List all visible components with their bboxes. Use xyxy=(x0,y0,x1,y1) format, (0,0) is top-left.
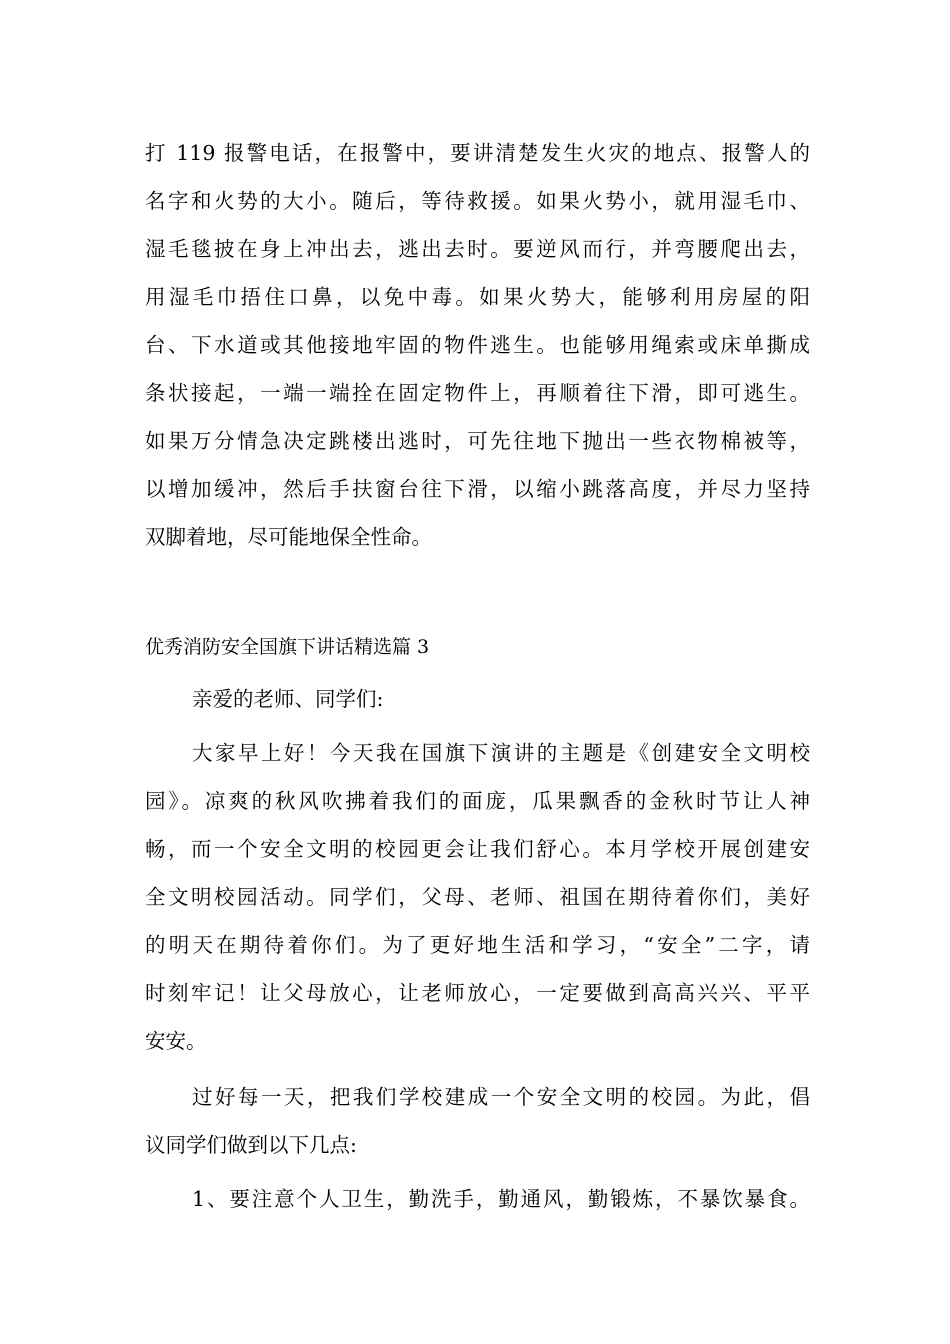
paragraph-3-line: 过好每一天，把我们学校建成一个安全文明的校园。为此，倡 xyxy=(192,1085,810,1109)
paragraph-1-line: 台、下水道或其他接地牢固的物件逃生。也能够用绳索或床单撕成 xyxy=(145,333,810,357)
paragraph-2-line: 大家早上好！今天我在国旗下演讲的主题是《创建安全文明校 xyxy=(192,741,810,765)
paragraph-2-line: 时刻牢记！让父母放心，让老师放心，一定要做到高高兴兴、平平 xyxy=(145,981,810,1005)
greeting-line: 亲爱的老师、同学们: xyxy=(192,687,384,711)
paragraph-2-line: 的明天在期待着你们。为了更好地生活和学习，“安全”二字，请 xyxy=(145,933,810,957)
paragraph-3-line: 议同学们做到以下几点: xyxy=(145,1133,357,1157)
paragraph-1-line: 以增加缓冲，然后手扶窗台往下滑，以缩小跳落高度，并尽力坚持 xyxy=(145,477,810,501)
paragraph-1-line: 湿毛毯披在身上冲出去，逃出去时。要逆风而行，并弯腰爬出去， xyxy=(145,237,810,261)
paragraph-1-line: 用湿毛巾捂住口鼻，以免中毒。如果火势大，能够利用房屋的阳 xyxy=(145,285,810,309)
paragraph-1-line: 如果万分情急决定跳楼出逃时，可先往地下抛出一些衣物棉被等， xyxy=(145,429,810,453)
paragraph-1-line: 条状接起，一端一端拴在固定物件上，再顺着往下滑，即可逃生。 xyxy=(145,381,810,405)
paragraph-1-line: 双脚着地，尽可能地保全性命。 xyxy=(145,525,432,549)
section-heading: 优秀消防安全国旗下讲话精选篇 3 xyxy=(145,636,430,658)
paragraph-2-line: 园》。凉爽的秋风吹拂着我们的面庞，瓜果飘香的金秋时节让人神 xyxy=(145,789,810,813)
paragraph-1-line: 名字和火势的大小。随后，等待救援。如果火势小，就用湿毛巾、 xyxy=(145,189,810,213)
paragraph-2-line: 安安。 xyxy=(145,1029,207,1053)
list-item: 1、要注意个人卫生，勤洗手，勤通风，勤锻炼，不暴饮暴食。 xyxy=(192,1187,810,1211)
paragraph-2-line: 全文明校园活动。同学们，父母、老师、祖国在期待着你们，美好 xyxy=(145,885,810,909)
paragraph-1-line: 打 119 报警电话，在报警中，要讲清楚发生火灾的地点、报警人的 xyxy=(145,141,810,165)
paragraph-2-line: 畅，而一个安全文明的校园更会让我们舒心。本月学校开展创建安 xyxy=(145,837,810,861)
